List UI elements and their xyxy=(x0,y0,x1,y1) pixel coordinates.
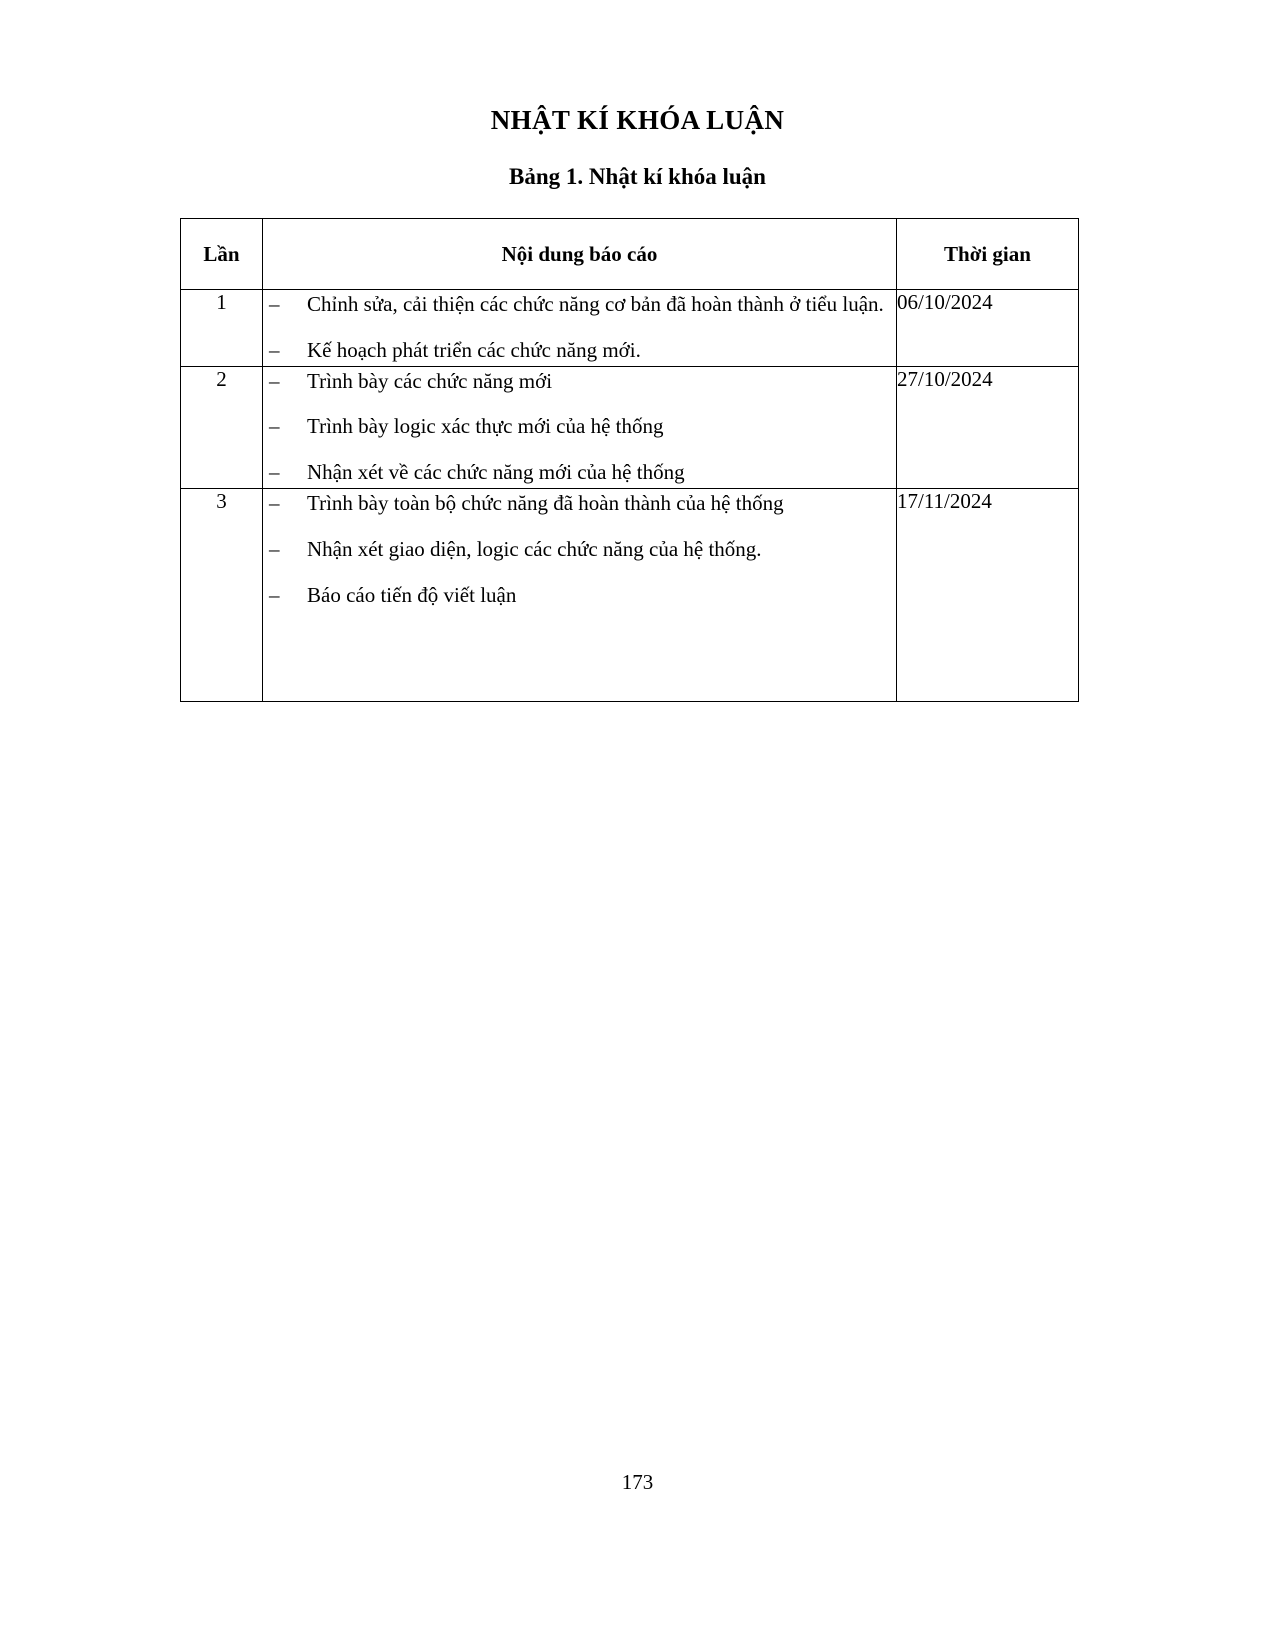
list-item-label: Báo cáo tiến độ viết luận xyxy=(307,582,517,607)
cell-date: 17/11/2024 xyxy=(897,489,1079,701)
cell-times: 2 xyxy=(181,366,263,488)
dash-bullet-icon: – xyxy=(269,491,280,516)
cell-content xyxy=(263,366,897,488)
table-row xyxy=(181,290,1079,367)
dash-bullet-icon: – xyxy=(269,292,280,316)
list-item xyxy=(263,336,896,366)
dash-bullet-icon: – xyxy=(269,536,280,561)
column-header-time: Thời gian xyxy=(897,219,1079,290)
cell-content xyxy=(263,489,897,701)
list-item xyxy=(263,535,896,565)
list-item xyxy=(263,458,896,488)
dash-bullet-icon: – xyxy=(269,414,280,439)
table-row xyxy=(181,366,1079,488)
list-item xyxy=(263,489,896,519)
list-item-label: Nhận xét về các chức năng mới của hệ thống xyxy=(307,460,685,485)
list-item-label: Trình bày toàn bộ chức năng đã hoàn thành của hệ thống xyxy=(307,491,784,516)
dash-bullet-icon: – xyxy=(269,337,280,362)
list-item-label: Nhận xét giao diện, logic các chức năng của hệ thống. xyxy=(307,536,762,561)
table-caption: Bảng 1. Nhật kí khóa luận xyxy=(509,164,766,189)
column-header-content: Nội dung báo cáo xyxy=(263,219,897,290)
table-row xyxy=(181,489,1079,701)
list-item-label: Kế hoạch phát triển các chức năng mới. xyxy=(307,337,641,362)
dash-bullet-icon: – xyxy=(269,460,280,485)
cell-times: 3 xyxy=(181,489,263,701)
list-item-label: Trình bày các chức năng mới xyxy=(307,368,553,393)
cell-date: 27/10/2024 xyxy=(897,366,1079,488)
list-item xyxy=(263,290,896,320)
content-list xyxy=(263,290,896,366)
thesis-log-table xyxy=(180,218,1079,702)
dash-bullet-icon: – xyxy=(269,368,280,393)
list-item-label: Trình bày logic xác thực mới của hệ thống xyxy=(307,414,664,439)
column-header-times: Lần xyxy=(181,219,263,290)
list-item xyxy=(263,581,896,611)
content-list xyxy=(263,489,896,610)
table-header-row xyxy=(181,219,1079,290)
cell-date: 06/10/2024 xyxy=(897,290,1079,367)
cell-times: 1 xyxy=(181,290,263,367)
list-item xyxy=(263,412,896,442)
content-list xyxy=(263,367,896,488)
page-number: 173 xyxy=(621,1470,654,1494)
list-item xyxy=(263,367,896,397)
list-item-label: Chỉnh sửa, cải thiện các chức năng cơ bản đã hoàn thành ở tiểu luận. xyxy=(307,292,884,316)
cell-content xyxy=(263,290,897,367)
dash-bullet-icon: – xyxy=(269,582,280,607)
page-title: NHẬT KÍ KHÓA LUẬN xyxy=(490,105,785,135)
